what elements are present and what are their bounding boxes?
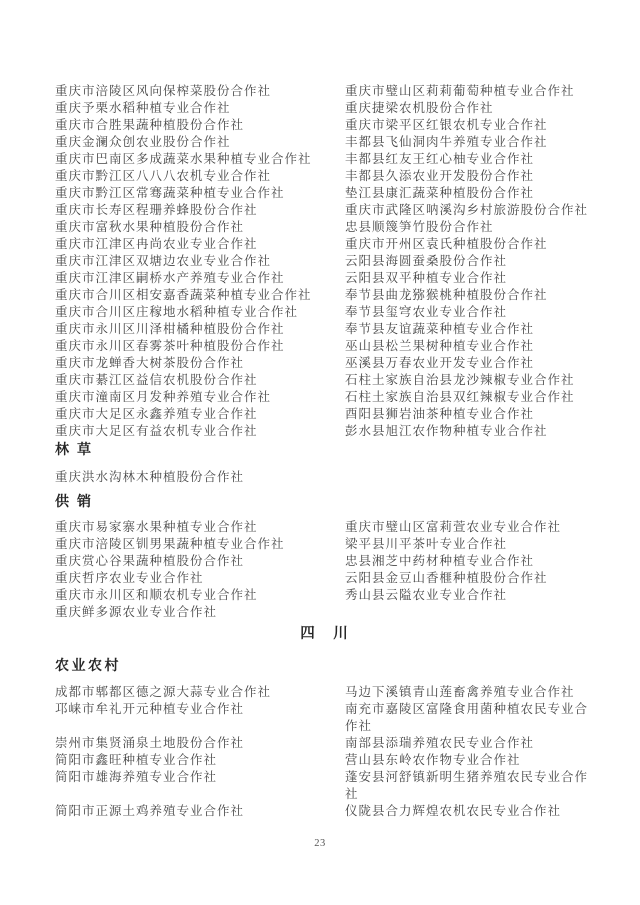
cooperative-name: 简阳市鑫旺种植专业合作社 <box>55 753 218 767</box>
cooperative-name: 蓬安县河舒镇新明生猪养殖农民专业合作社 <box>345 770 589 801</box>
cooperative-name: 梁平县川平茶叶专业合作社 <box>345 537 508 551</box>
forestry-cooperative-list <box>55 469 595 486</box>
cooperative-name: 重庆市潼南区月发种养殖专业合作社 <box>55 390 272 404</box>
cooperative-name: 巫山县松兰果树种植专业合作社 <box>345 339 535 353</box>
cooperative-name: 马边下溪镇青山莲畜禽养殖专业合作社 <box>345 685 575 699</box>
table-row <box>55 752 595 769</box>
table-row <box>55 803 595 820</box>
cooperative-name: 重庆市涪陵区风向保榨菜股份合作社 <box>55 84 272 98</box>
table-row <box>55 117 595 134</box>
cooperative-name: 南部县添瑞养殖农民专业合作社 <box>345 736 535 750</box>
cooperative-name: 重庆鲜多源农业专业合作社 <box>55 605 218 619</box>
cooperative-name: 重庆市大足区永鑫养殖专业合作社 <box>55 407 258 421</box>
cooperative-name: 重庆市合胜果蔬种植股份合作社 <box>55 118 245 132</box>
cooperative-name: 重庆市大足区有益农机专业合作社 <box>55 424 258 438</box>
cooperative-name: 石柱土家族自治县龙沙辣椒专业合作社 <box>345 373 575 387</box>
cooperative-name: 云阳县海圆蚕桑股份合作社 <box>345 254 508 268</box>
table-row <box>55 570 595 587</box>
cooperative-name: 重庆金澜众创农业股份合作社 <box>55 135 231 149</box>
cooperative-name: 崇州市集贤涌泉土地股份合作社 <box>55 736 245 750</box>
section-heading-supply-marketing: 供销 <box>55 495 99 510</box>
table-row <box>55 389 595 406</box>
cooperative-name: 邛崃市牟礼开元种植专业合作社 <box>55 702 245 716</box>
cooperative-name: 重庆市梁平区红银农机专业合作社 <box>345 118 548 132</box>
cooperative-name: 石柱土家族自治县双红辣椒专业合作社 <box>345 390 575 404</box>
cooperative-name: 重庆市江津区双塘边农业专业合作社 <box>55 254 272 268</box>
cooperative-name: 垫江县康汇蔬菜种植股份合作社 <box>345 186 535 200</box>
cooperative-name: 奉节县曲龙猕猴桃种植股份合作社 <box>345 288 548 302</box>
cooperative-name: 重庆市璧山区富莉萱农业专业合作社 <box>345 520 562 534</box>
page-number: 23 <box>314 838 326 849</box>
cooperative-name: 丰都县红友王红心柚专业合作社 <box>345 152 535 166</box>
cooperative-name: 重庆市璧山区莉莉葡萄种植专业合作社 <box>345 84 575 98</box>
table-row <box>55 151 595 168</box>
cooperative-name: 秀山县云隘农业专业合作社 <box>345 588 508 602</box>
cooperative-name: 重庆市易家寨水果种植专业合作社 <box>55 520 258 534</box>
table-row <box>55 321 595 338</box>
cooperative-name: 重庆市永川区和顺农机专业合作社 <box>55 588 258 602</box>
supply-marketing-cooperative-list <box>55 519 595 621</box>
table-row <box>55 287 595 304</box>
table-row <box>55 469 595 486</box>
cooperative-name: 重庆市巴南区多成蔬菜水果种植专业合作社 <box>55 152 312 166</box>
cooperative-name: 重庆市黔江区常骞蔬菜种植专业合作社 <box>55 186 285 200</box>
table-row <box>55 100 595 117</box>
table-row <box>55 701 595 735</box>
cooperative-name: 忠县湘芝中药材种植专业合作社 <box>345 554 535 568</box>
cooperative-name: 重庆市黔江区八八八农机专业合作社 <box>55 169 272 183</box>
table-row <box>55 202 595 219</box>
cooperative-name: 营山县东岭农作物专业合作社 <box>345 753 521 767</box>
table-row <box>55 270 595 287</box>
table-row <box>55 372 595 389</box>
cooperative-name: 巫溪县万春农业开发专业合作社 <box>345 356 535 370</box>
cooperative-name: 重庆市綦江区益信农机股份合作社 <box>55 373 258 387</box>
table-row <box>55 185 595 202</box>
table-row <box>55 735 595 752</box>
cooperative-name: 重庆市涪陵区钏男果蔬种植专业合作社 <box>55 537 285 551</box>
table-row <box>55 236 595 253</box>
cooperative-name: 简阳市正源土鸡养殖专业合作社 <box>55 804 245 818</box>
cooperative-name: 重庆市开州区袁氏种植股份合作社 <box>345 237 548 251</box>
cooperative-name: 仪陇县合力辉煌农机农民专业合作社 <box>345 804 562 818</box>
cooperative-name: 重庆市合川区相安嘉香蔬菜种植专业合作社 <box>55 288 312 302</box>
cooperative-name: 奉节县玺穹农业专业合作社 <box>345 305 508 319</box>
table-row <box>55 83 595 100</box>
province-heading-sichuan: 四 川 <box>300 626 350 642</box>
agriculture-rural-cooperative-list <box>55 684 595 820</box>
cooperative-name: 酉阳县狮岩油茶种植专业合作社 <box>345 407 535 421</box>
table-row <box>55 684 595 701</box>
cooperative-name: 重庆市合川区庄稼地水稻种植专业合作社 <box>55 305 299 319</box>
table-row <box>55 338 595 355</box>
table-row <box>55 219 595 236</box>
cooperative-name: 重庆捷梁农机股份合作社 <box>345 101 494 115</box>
cooperative-name: 丰都县久添农业开发股份合作社 <box>345 169 535 183</box>
cooperative-name: 重庆市永川区川泽柑橘种植股份合作社 <box>55 322 285 336</box>
table-row <box>55 604 595 621</box>
cooperative-name: 重庆赏心谷果蔬种植股份合作社 <box>55 554 245 568</box>
table-row <box>55 423 595 440</box>
cooperative-name: 丰都县飞仙洞肉牛养殖专业合作社 <box>345 135 548 149</box>
table-row <box>55 355 595 372</box>
table-row <box>55 587 595 604</box>
cooperative-name: 云阳县金豆山香榧种植股份合作社 <box>345 571 548 585</box>
cooperative-name: 重庆洪水沟林木种植股份合作社 <box>55 470 245 484</box>
cooperative-name: 重庆市武隆区呐溪沟乡村旅游股份合作社 <box>345 203 589 217</box>
table-row <box>55 253 595 270</box>
cooperative-name: 重庆市江津区冉尚农业专业合作社 <box>55 237 258 251</box>
cooperative-name: 南充市嘉陵区富隆食用菌种植农民专业合作社 <box>345 702 589 733</box>
cooperative-name: 云阳县双平种植专业合作社 <box>345 271 508 285</box>
cooperative-name: 简阳市雄海养殖专业合作社 <box>55 770 218 784</box>
cooperative-name: 彭水县旭江农作物种植专业合作社 <box>345 424 548 438</box>
cooperative-name: 重庆市富秋水果种植股份合作社 <box>55 220 245 234</box>
table-row <box>55 519 595 536</box>
table-row <box>55 553 595 570</box>
table-row <box>55 536 595 553</box>
section-heading-agriculture-rural: 农业农村 <box>55 659 121 674</box>
cooperative-name: 重庆予栗水稻种植专业合作社 <box>55 101 231 115</box>
cooperative-name: 成都市郫都区德之源大蒜专业合作社 <box>55 685 272 699</box>
table-row <box>55 769 595 803</box>
cooperative-name: 奉节县友谊蔬菜种植专业合作社 <box>345 322 535 336</box>
cooperative-name: 重庆哲序农业专业合作社 <box>55 571 204 585</box>
chongqing-cooperative-list <box>55 83 595 440</box>
page-content <box>55 83 595 820</box>
cooperative-name: 重庆市长寿区程珊养蜂股份合作社 <box>55 203 258 217</box>
table-row <box>55 304 595 321</box>
cooperative-name: 重庆市江津区嗣桥水产养殖专业合作社 <box>55 271 285 285</box>
table-row <box>55 134 595 151</box>
cooperative-name: 忠县顺篾笋竹股份合作社 <box>345 220 494 234</box>
table-row <box>55 168 595 185</box>
cooperative-name: 重庆市龙蝉香大树茶股份合作社 <box>55 356 245 370</box>
table-row <box>55 406 595 423</box>
cooperative-name: 重庆市永川区春雾茶叶种植股份合作社 <box>55 339 285 353</box>
section-heading-forestry: 林草 <box>55 443 99 458</box>
